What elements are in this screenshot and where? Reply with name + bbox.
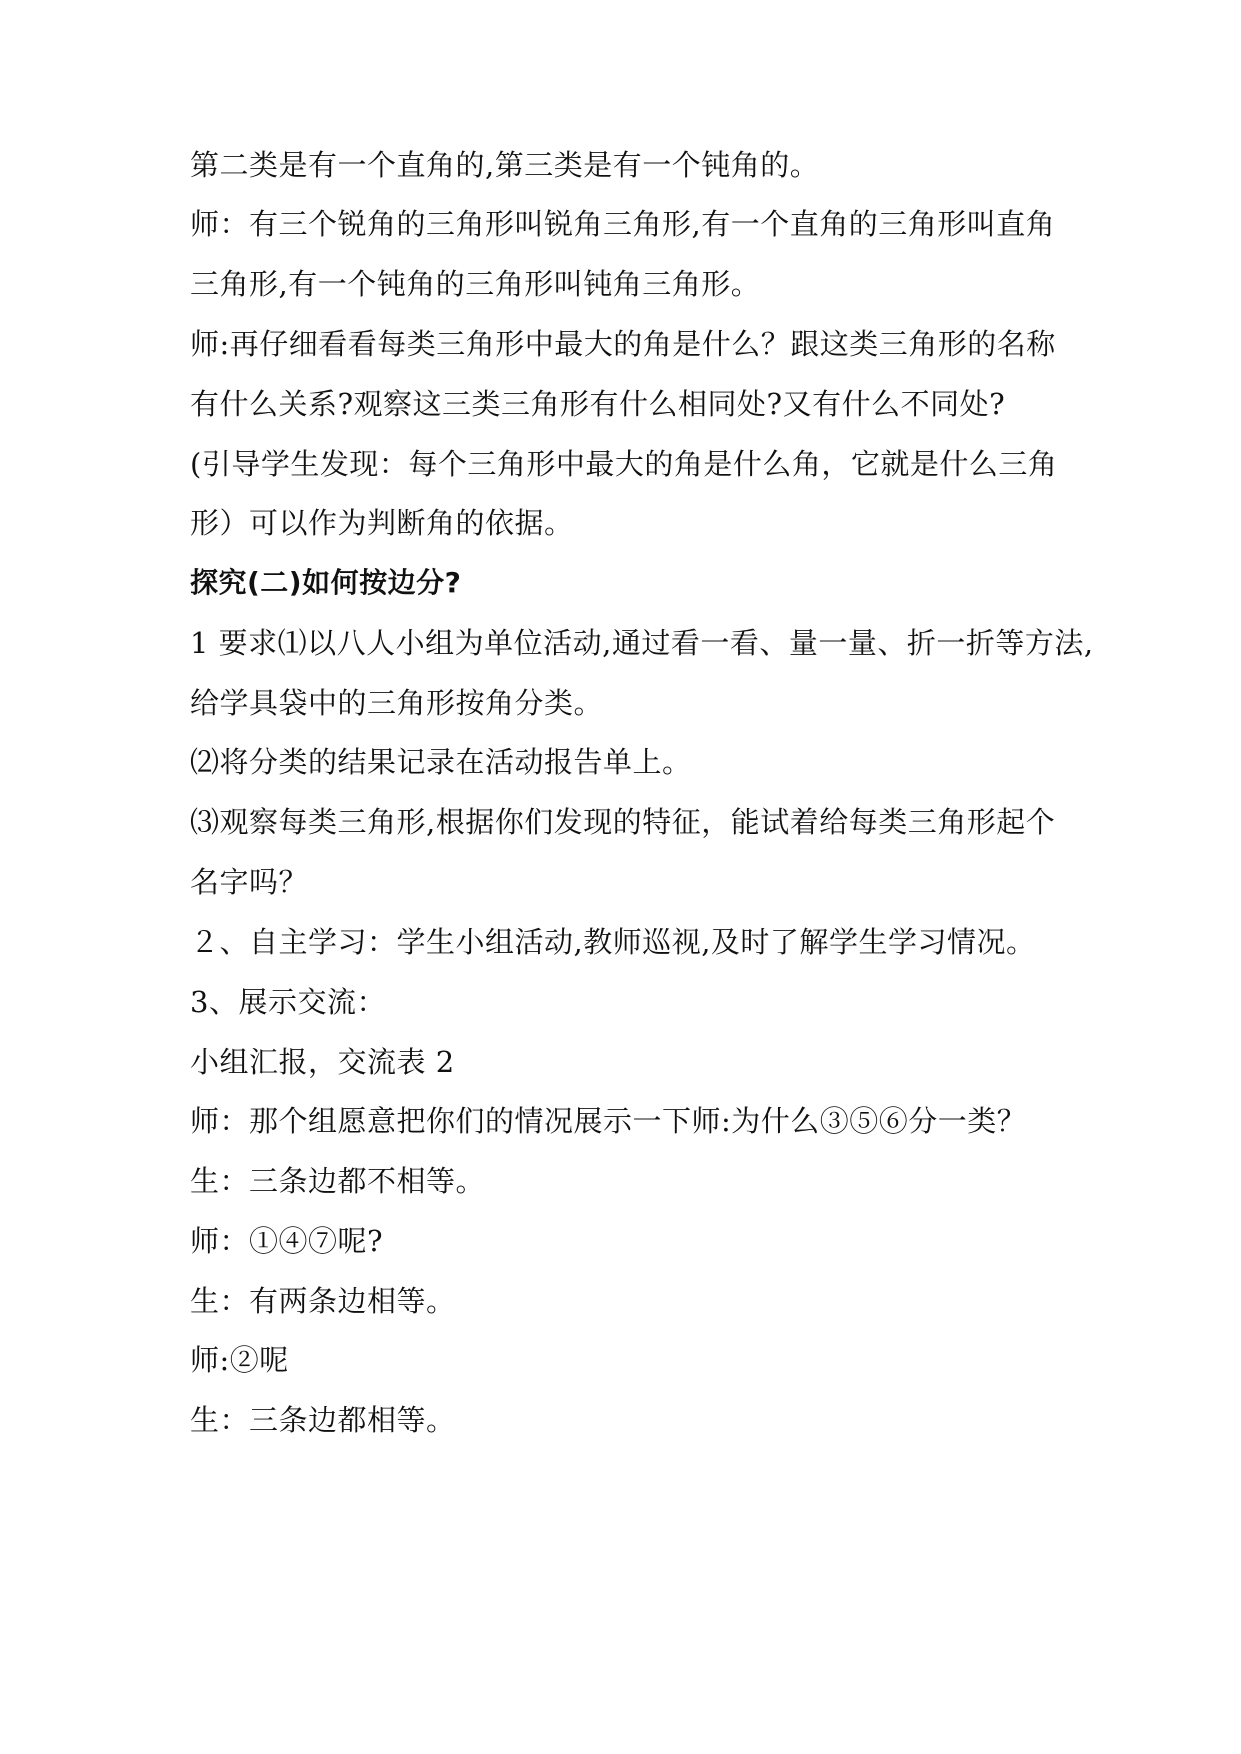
text-line: 三角形,有一个钝角的三角形叫钝角三角形。 (190, 267, 761, 301)
text-line: 生：三条边都相等。 (190, 1403, 456, 1437)
text-line: (引导学生发现：每个三角形中最大的角是什么角，它就是什么三角 (190, 447, 1058, 481)
text-line: ２、自主学习：学生小组活动,教师巡视,及时了解学生学习情况。 (190, 925, 1036, 959)
text-line: 3、展示交流： (190, 985, 386, 1019)
text-line: 师:②呢 (190, 1343, 289, 1377)
text-line: 生：三条边都不相等。 (190, 1164, 486, 1198)
text-line: 师：①④⑦呢? (190, 1224, 384, 1258)
text-line: 小组汇报，交流表 2 (190, 1045, 455, 1079)
section-heading: 探究(二)如何按边分? (190, 566, 462, 599)
text-line: 师:再仔细看看每类三角形中最大的角是什么？跟这类三角形的名称 (190, 327, 1056, 361)
text-line: 1 要求⑴以八人小组为单位活动,通过看一看、量一量、折一折等方法, (190, 626, 1094, 660)
text-line: 师：有三个锐角的三角形叫锐角三角形,有一个直角的三角形叫直角 (190, 207, 1056, 241)
text-line: 给学具袋中的三角形按角分类。 (190, 686, 604, 720)
text-line: 名字吗？ (190, 865, 309, 899)
text-line: ⑵将分类的结果记录在活动报告单上。 (190, 745, 692, 779)
text-line: 第二类是有一个直角的,第三类是有一个钝角的。 (190, 148, 820, 182)
text-line: 有什么关系?观察这三类三角形有什么相同处?又有什么不同处? (190, 387, 1006, 421)
text-line: ⑶观察每类三角形,根据你们发现的特征，能试着给每类三角形起个 (190, 805, 1056, 839)
text-line: 生：有两条边相等。 (190, 1284, 456, 1318)
text-line: 形）可以作为判断角的依据。 (190, 506, 574, 540)
text-line: 师：那个组愿意把你们的情况展示一下师:为什么③⑤⑥分一类？ (190, 1104, 1027, 1138)
